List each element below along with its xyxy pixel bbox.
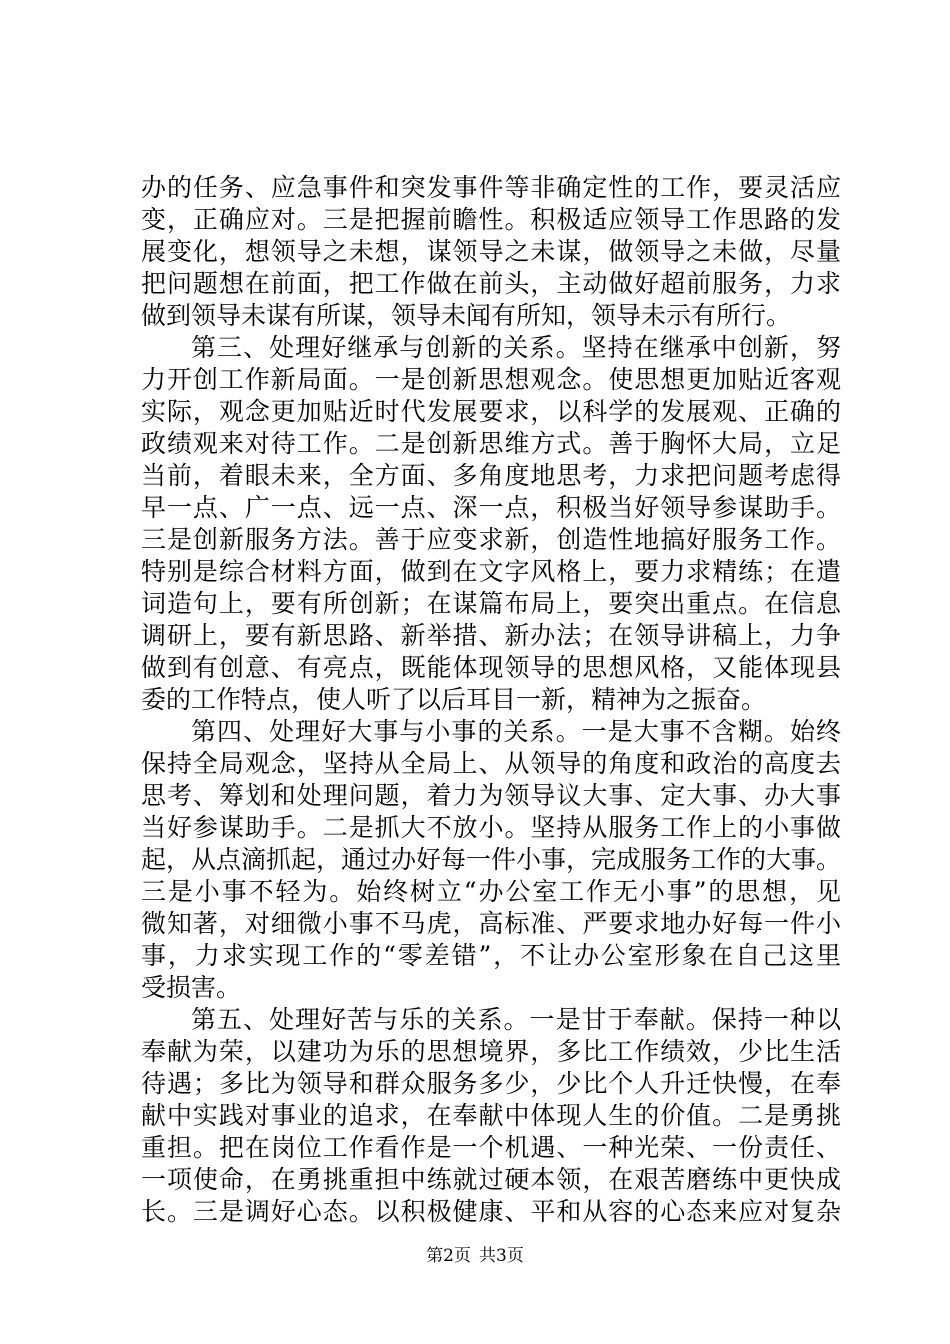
text-line: 做到有创意、有亮点，既能体现领导的思想风格，又能体现县 [141, 653, 841, 682]
text-line: 词造句上，要有所创新；在谋篇布局上，要突出重点。在信息 [141, 589, 841, 618]
text-line: 重担。把在岗位工作看作是一个机遇、一种光荣、一份责任、 [141, 1133, 841, 1162]
paragraph-first-line: 第五、处理好苦与乐的关系。一是甘于奉献。保持一种以 [191, 1005, 841, 1034]
paragraph-end-line: 受损害。 [141, 973, 242, 1002]
text-line: 三是小事不轻为。始终树立“办公室工作无小事”的思想，见 [141, 877, 841, 906]
body-text [141, 172, 841, 1228]
paragraph-first-line: 第四、处理好大事与小事的关系。一是大事不含糊。始终 [191, 717, 841, 746]
text-line: 三是创新服务方法。善于应变求新，创造性地搞好服务工作。 [141, 525, 841, 554]
text-line: 微知著，对细微小事不马虎，高标准、严要求地办好每一件小 [141, 909, 841, 938]
text-line: 变，正确应对。三是把握前瞻性。积极适应领导工作思路的发 [141, 205, 841, 234]
text-line: 力开创工作新局面。一是创新思想观念。使思想更加贴近客观 [141, 365, 841, 394]
paragraph-end-line: 委的工作特点，使人听了以后耳目一新，精神为之振奋。 [141, 685, 767, 714]
text-line: 待遇；多比为领导和群众服务多少，少比个人升迁快慢，在奉 [141, 1069, 841, 1098]
text-line: 特别是综合材料方面，做到在文字风格上，要力求精练；在遣 [141, 557, 841, 586]
text-line: 事，力求实现工作的“零差错”，不让办公室形象在自己这里 [141, 941, 841, 970]
text-line: 当前，着眼未来，全方面、多角度地思考，力求把问题考虑得 [141, 461, 841, 490]
page-footer [0, 1245, 950, 1267]
page-number: 第2页 [426, 1246, 471, 1266]
text-line: 献中实践对事业的追求，在奉献中体现人生的价值。二是勇挑 [141, 1101, 841, 1130]
text-line: 把问题想在前面，把工作做在前头，主动做好超前服务，力求 [141, 269, 841, 298]
page-total: 共3页 [479, 1246, 524, 1266]
text-line: 实际，观念更加贴近时代发展要求，以科学的发展观、正确的 [141, 397, 841, 426]
text-line: 办的任务、应急事件和突发事件等非确定性的工作，要灵活应 [141, 173, 841, 202]
text-line: 政绩观来对待工作。二是创新思维方式。善于胸怀大局，立足 [141, 429, 841, 458]
text-line: 奉献为荣，以建功为乐的思想境界，多比工作绩效，少比生活 [141, 1037, 841, 1066]
paragraph-first-line: 第三、处理好继承与创新的关系。坚持在继承中创新，努 [191, 333, 841, 362]
text-line: 当好参谋助手。二是抓大不放小。坚持从服务工作上的小事做 [141, 813, 841, 842]
text-line: 早一点、广一点、远一点、深一点，积极当好领导参谋助手。 [141, 493, 841, 522]
text-line: 展变化，想领导之未想，谋领导之未谋，做领导之未做，尽量 [141, 237, 841, 266]
text-line: 一项使命，在勇挑重担中练就过硬本领，在艰苦磨练中更快成 [141, 1165, 841, 1194]
text-line: 保持全局观念，坚持从全局上、从领导的角度和政治的高度去 [141, 749, 841, 778]
text-line: 长。三是调好心态。以积极健康、平和从容的心态来应对复杂 [141, 1197, 841, 1226]
text-line: 起，从点滴抓起，通过办好每一件小事，完成服务工作的大事。 [141, 845, 842, 874]
text-line: 思考、筹划和处理问题，着力为领导议大事、定大事、办大事 [141, 781, 841, 810]
text-line: 调研上，要有新思路、新举措、新办法；在领导讲稿上，力争 [141, 621, 841, 650]
paragraph-end-line: 做到领导未谋有所谋，领导未闻有所知，领导未示有所行。 [141, 301, 792, 330]
